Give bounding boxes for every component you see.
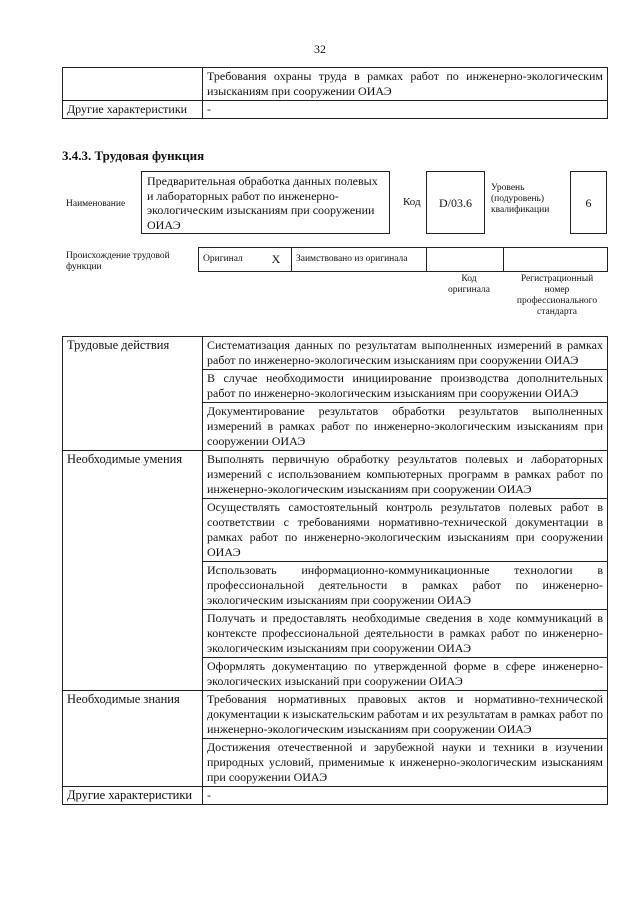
level-value: 6 — [570, 171, 607, 234]
group-item: Достижения отечественной и зарубежной науки и техники в изучении природных условий, применимые к инженерно-экологическим изысканиям при сооружении ОИАЭ — [203, 739, 608, 787]
group-label: Трудовые действия — [63, 337, 203, 451]
original-label: Оригинал — [199, 248, 262, 272]
code-caption: Код оригинала — [448, 274, 490, 295]
row-value: - — [203, 101, 608, 119]
group-item: Требования нормативных правовых актов и нормативно-технической документации к изыскательским работам и их результатам в рамках работ по инженерно-экологическим изысканиям при сооружении ОИАЭ — [203, 691, 608, 739]
group-item: Систематизация данных по результатам выполненных измерений в рамках работ по инженерно-экологическим изысканиям при сооружении ОИАЭ — [203, 337, 608, 370]
group-item: В случае необходимости инициирование производства дополнительных работ по инженерно-экологическим изысканиям при сооружении ОИАЭ — [203, 370, 608, 403]
name-label: Наименование — [66, 199, 126, 209]
origin-label: Происхождение трудовой функции — [66, 251, 170, 272]
table-row — [63, 68, 608, 101]
group-item: Оформлять документацию по утвержденной форме в сфере инженерно-экологических изысканий при сооружении ОИАЭ — [203, 658, 608, 691]
table-row — [63, 691, 608, 739]
table-row — [63, 101, 608, 119]
borrowed-label: Заимствовано из оригинала — [292, 248, 427, 272]
group-label: Другие характеристики — [63, 787, 203, 805]
row-label: Другие характеристики — [63, 101, 203, 119]
origin-table — [198, 247, 608, 272]
group-item: Использовать информационно-коммуникационные технологии в профессиональной деятельности в рамках работ по инженерно-экологическим изысканиям при сооружении ОИАЭ — [203, 562, 608, 610]
reg-caption: Регистрационный номер профессионального стандарта — [516, 274, 598, 317]
group-item: Получать и предоставлять необходимые сведения в ходе коммуникаций в контексте профессиональной деятельности в рамках работ по инженерно-экологическим изысканиям при сооружении ОИАЭ — [203, 610, 608, 658]
function-code: D/03.6 — [426, 171, 485, 234]
group-label: Необходимые умения — [63, 451, 203, 691]
section-heading: 3.4.3. Трудовая функция — [62, 148, 205, 163]
original-code-cell — [427, 248, 504, 272]
table-row — [63, 451, 608, 499]
group-item: - — [203, 787, 608, 805]
table-row — [63, 787, 608, 805]
level-label: Уровень (подуровень) квалификации — [491, 183, 550, 215]
reg-number-cell — [504, 248, 608, 272]
group-label: Необходимые знания — [63, 691, 203, 787]
function-name: Предварительная обработка данных полевых и лабораторных работ по инженерно-экологическим изысканиям при сооружении ОИАЭ — [141, 171, 390, 234]
row-value: Требования охраны труда в рамках работ по инженерно-экологическим изысканиям при сооружении ОИАЭ — [203, 68, 608, 101]
group-item: Осуществлять самостоятельный контроль результатов полевых работ в соответствии с требованиями нормативно-технической документации в рамках работ по инженерно-экологическим изысканиям при сооружении ОИАЭ — [203, 499, 608, 562]
page-number: 32 — [314, 42, 326, 56]
row-label — [63, 68, 203, 101]
code-label: Код — [403, 196, 421, 208]
group-item: Документирование результатов обработки результатов выполненных измерений в рамках работ по инженерно-экологическим изысканиям при сооружении ОИАЭ — [203, 403, 608, 451]
original-mark: X — [261, 248, 292, 272]
group-item: Выполнять первичную обработку результатов полевых и лабораторных измерений с использованием компьютерных программ в рамках работ по инженерно-экологическим изысканиям при сооружении ОИАЭ — [203, 451, 608, 499]
top-table — [62, 67, 608, 119]
table-row — [63, 337, 608, 370]
main-table — [62, 336, 608, 805]
